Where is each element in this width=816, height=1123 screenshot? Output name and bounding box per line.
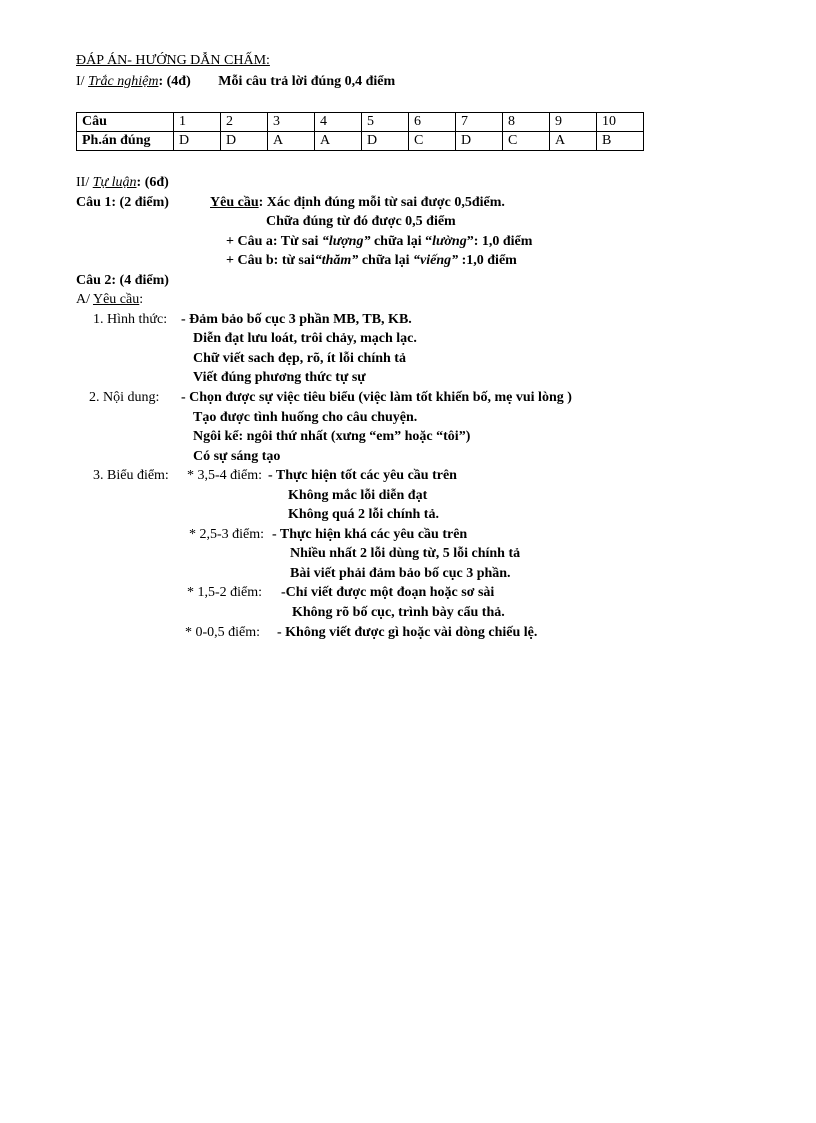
noi-dung-line: Có sự sáng tạo	[193, 449, 281, 464]
score-band: * 2,5-3 điểm:	[189, 527, 265, 542]
score-criterion: Không rõ bố cục, trình bày cẩu thả.	[292, 605, 505, 620]
cau1-req-text2: Chữa đúng từ đó được 0,5 điểm	[266, 214, 456, 229]
cau1-requirement	[210, 194, 505, 212]
cau1-a-mid: chữa lại “	[370, 234, 433, 249]
cau1-part-b	[226, 252, 517, 270]
score-criterion: - Không viết được gì hoặc vài dòng chiếu lệ.	[277, 625, 538, 640]
answer-cell: A	[315, 132, 362, 151]
question-number: 8	[503, 113, 550, 132]
answer-table	[76, 112, 644, 151]
cau1-b-pre: + Câu b: từ sai	[226, 253, 315, 268]
noi-dung-line: Tạo được tình huống cho câu chuyện.	[193, 410, 418, 425]
document-title: ĐÁP ÁN- HƯỚNG DẪN CHẤM:	[76, 53, 270, 68]
answer-cell: C	[409, 132, 456, 151]
hinh-thuc-label: 1. Hình thức:	[93, 312, 168, 327]
hinh-thuc-line: Viết đúng phương thức tự sự	[193, 370, 366, 385]
question-number: 4	[315, 113, 362, 132]
hinh-thuc-line: - Đảm bảo bố cục 3 phần MB, TB, KB.	[181, 312, 412, 327]
question-number: 3	[268, 113, 315, 132]
question-number: 2	[221, 113, 268, 132]
answer-cell: A	[268, 132, 315, 151]
question-number: 7	[456, 113, 503, 132]
answer-cell: A	[550, 132, 597, 151]
part1-prefix: I/	[76, 74, 89, 89]
question-number: 5	[362, 113, 409, 132]
noi-dung-label: 2. Nội dung:	[89, 390, 160, 405]
answer-cell: D	[221, 132, 268, 151]
score-criterion: Không quá 2 lỗi chính tả.	[288, 507, 439, 522]
score-criterion: Bài viết phải đảm bảo bố cục 3 phần.	[290, 566, 511, 581]
cau1-b-right-word: “viếng”	[413, 253, 459, 268]
question-number: 6	[409, 113, 456, 132]
cau2-a-label: Yêu cầu	[92, 292, 140, 307]
part2-heading	[76, 174, 169, 192]
noi-dung-line: - Chọn được sự việc tiêu biểu (việc làm tốt khiến bố, mẹ vui lòng )	[181, 390, 572, 405]
question-number: 10	[597, 113, 644, 132]
bieu-diem-label: 3. Biểu điểm:	[93, 468, 169, 483]
answer-cell: B	[597, 132, 644, 151]
answer-cell: D	[456, 132, 503, 151]
score-criterion: - Thực hiện tốt các yêu cầu trên	[268, 468, 457, 483]
cau1-a-post: ”: 1,0 điểm	[466, 234, 533, 249]
hinh-thuc-line: Chữ viết sach đẹp, rõ, ít lỗi chính tả	[193, 351, 406, 366]
part1-points: : (4đ)	[158, 74, 191, 89]
score-band: * 0-0,5 điểm:	[185, 625, 261, 640]
cau2-label: Câu 2: (4 điểm)	[76, 273, 169, 288]
cau2-a-prefix: A/	[76, 292, 93, 307]
cau2-section-a	[76, 291, 143, 309]
cau1-a-wrong-word: “lượng”	[321, 234, 371, 249]
part2-prefix: II/	[76, 175, 93, 190]
answer-cell: C	[503, 132, 550, 151]
row-header-question: Câu	[77, 113, 174, 132]
part1-label: Trắc nghiệm	[88, 74, 159, 89]
answer-cell: D	[362, 132, 409, 151]
score-criterion: - Thực hiện khá các yêu cầu trên	[272, 527, 468, 542]
cau1-a-pre: + Câu a: Từ sai	[226, 234, 322, 249]
score-band: * 3,5-4 điểm:	[187, 468, 263, 483]
cau1-part-a	[226, 233, 532, 251]
part2-points: : (6đ)	[136, 175, 169, 190]
question-number: 9	[550, 113, 597, 132]
cau2-a-colon: :	[139, 292, 144, 307]
part1-heading	[76, 73, 395, 91]
noi-dung-line: Ngôi kể: ngôi thứ nhất (xưng “em” hoặc “tôi”)	[193, 429, 471, 444]
row-header-answer: Ph.án đúng	[77, 132, 174, 151]
question-row	[77, 113, 644, 132]
question-number: 1	[174, 113, 221, 132]
score-criterion: -Chỉ viết được một đoạn hoặc sơ sài	[281, 585, 495, 600]
cau1-req-label: Yêu cầu	[210, 195, 259, 210]
part1-note: Mỗi câu trả lời đúng 0,4 điểm	[218, 74, 396, 89]
score-criterion: Nhiều nhất 2 lỗi dùng từ, 5 lỗi chính tả	[290, 546, 521, 561]
score-band: * 1,5-2 điểm:	[187, 585, 263, 600]
cau1-label: Câu 1: (2 điểm)	[76, 195, 169, 210]
answer-cell: D	[174, 132, 221, 151]
cau1-b-mid: chữa lại	[358, 253, 413, 268]
cau1-req-text: : Xác định đúng mỗi từ sai được 0,5điểm.	[258, 195, 505, 210]
cau1-a-right-word: lường	[432, 234, 467, 249]
cau1-b-wrong-word: “thăm”	[314, 253, 359, 268]
cau1-b-post: :1,0 điểm	[458, 253, 517, 268]
score-criterion: Không mắc lỗi diễn đạt	[288, 488, 428, 503]
part2-label: Tự luận	[92, 175, 137, 190]
hinh-thuc-line: Diễn đạt lưu loát, trôi chảy, mạch lạc.	[193, 331, 417, 346]
answer-row	[77, 132, 644, 151]
